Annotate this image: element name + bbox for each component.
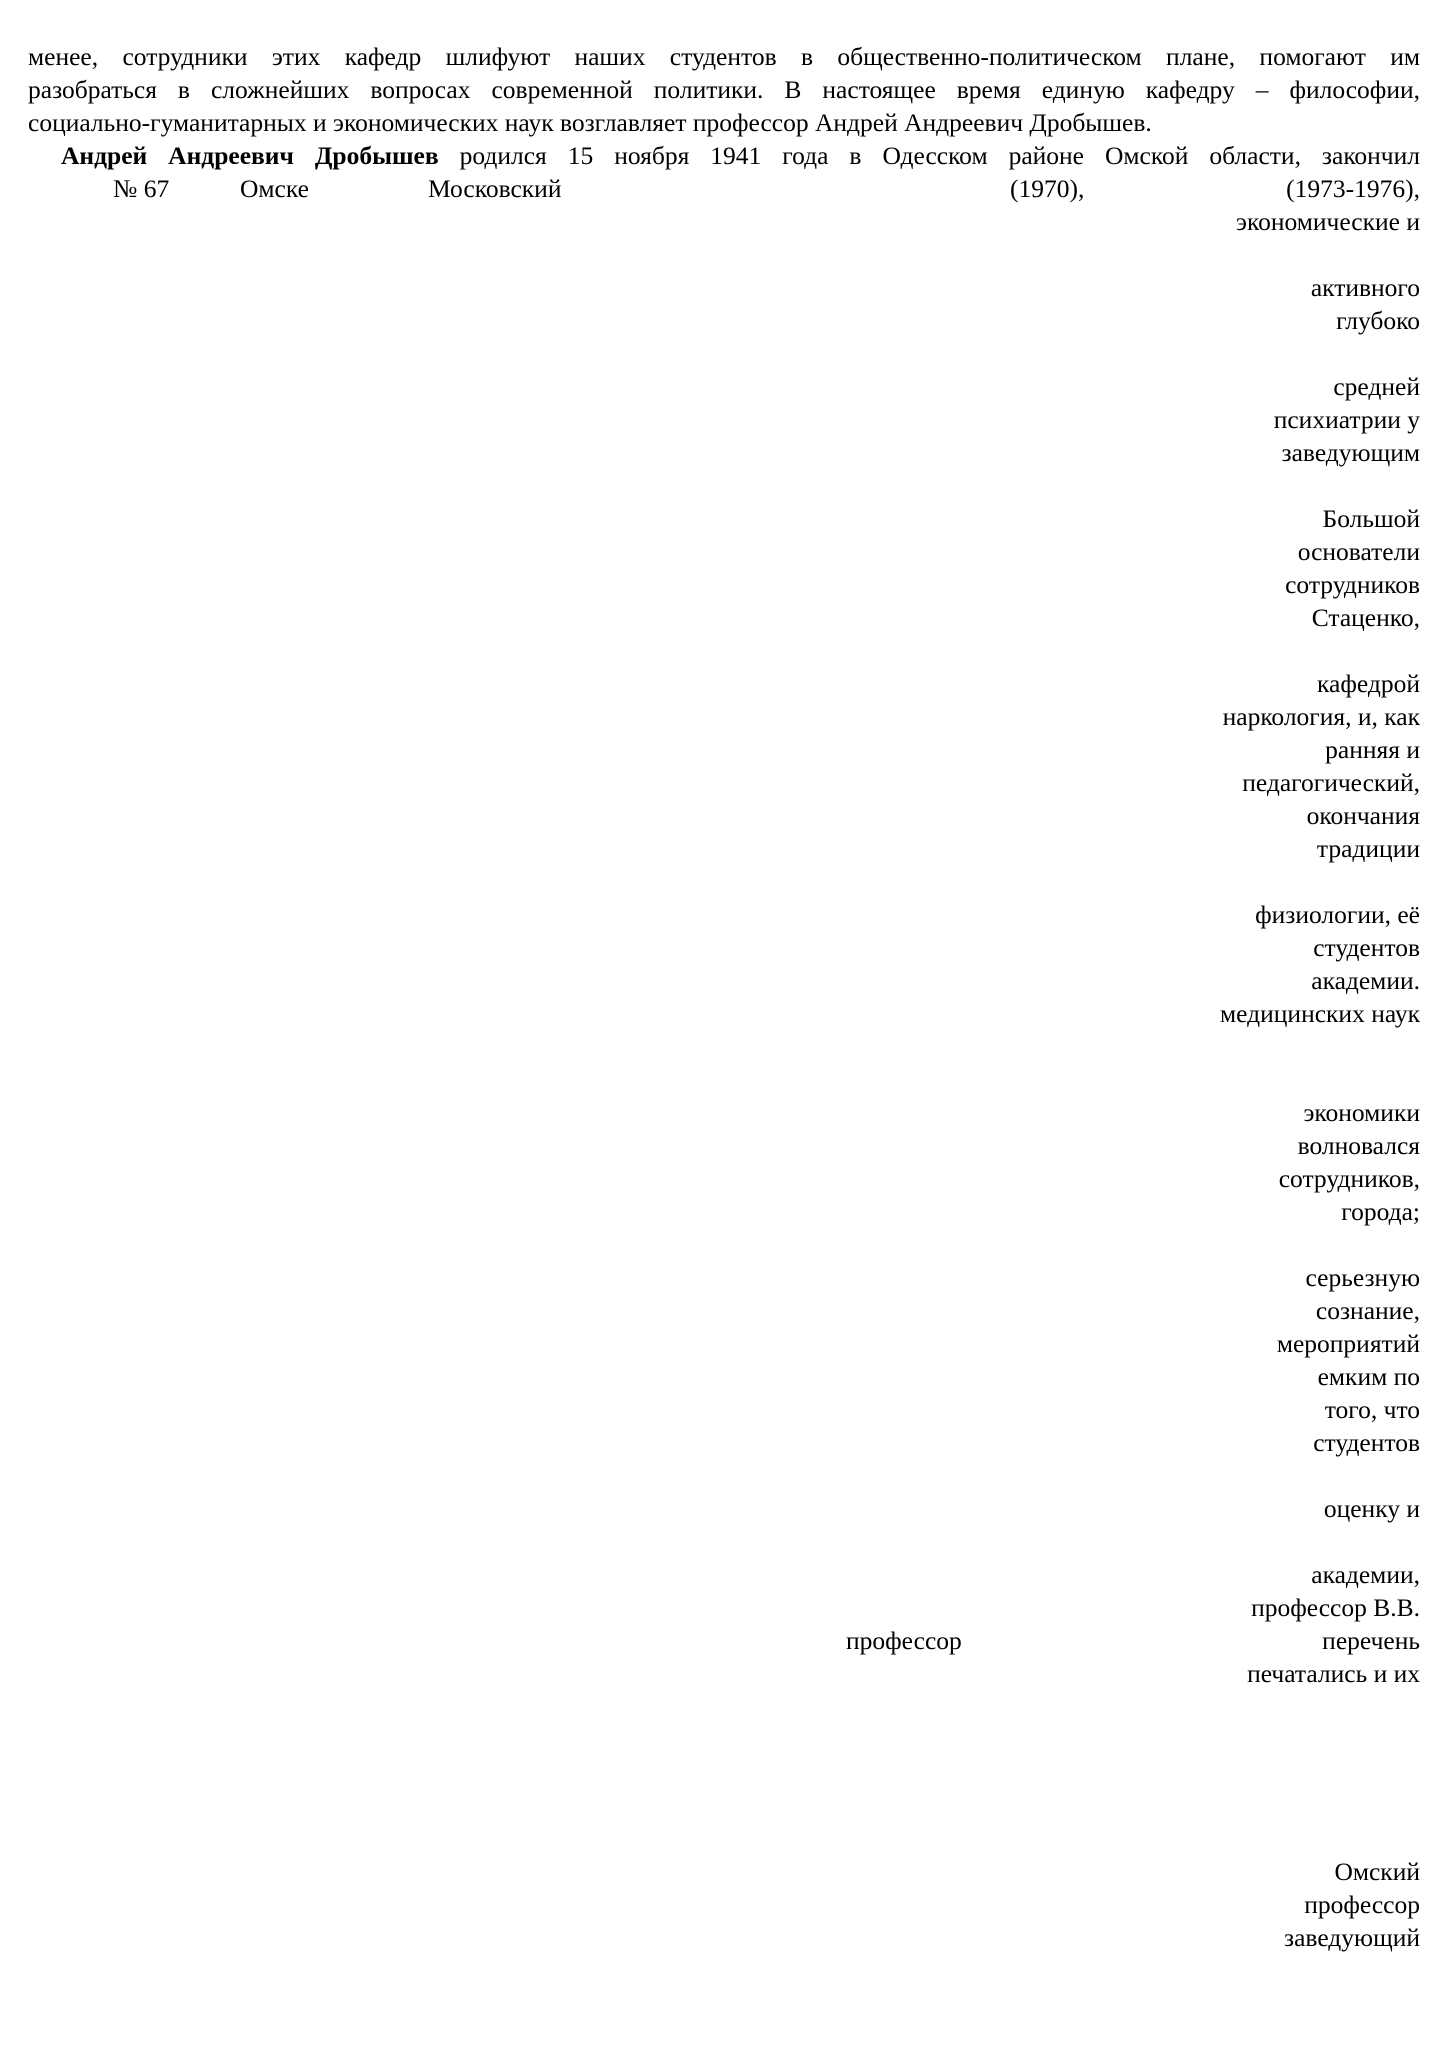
city-word: Омске [240,174,309,203]
right-fragment: академии. [1311,966,1420,995]
right-fragment: студентов [1313,1428,1420,1457]
right-fragment: активного [1310,273,1420,302]
mid-fragment: профессор [846,1626,962,1655]
right-fragment: емким по [1317,1362,1420,1391]
right-fragment: Омский [1334,1857,1420,1886]
paragraph-1-line-2: разобраться в сложнейших вопросах современной политики. В настоящее время единую кафедру – философии, [28,75,1420,104]
right-fragment: экономические и [1236,207,1420,236]
right-fragment: основатели [1297,537,1420,566]
right-fragment: серьезную [1305,1263,1420,1292]
right-fragment: сотрудников [1285,570,1420,599]
right-fragment: профессор В.В. [1251,1593,1420,1622]
right-fragment: академии, [1311,1560,1420,1589]
paragraph-1-line-1: менее, сотрудники этих кафедр шлифуют наших студентов в общественно-политическом плане, помогают им [28,42,1420,71]
right-fragment: волновался [1297,1131,1420,1160]
years-1973-1976: (1973-1976), [1286,174,1420,203]
right-fragment: печатались и их [1247,1659,1420,1688]
right-fragment: мероприятий [1276,1329,1420,1358]
paragraph-2-line-1 [28,139,1420,172]
right-fragment: студентов [1313,933,1420,962]
right-fragment: ранняя и [1325,735,1420,764]
person-name: Андрей Андреевич Дробышев [61,141,439,170]
right-fragment: сотрудников, [1278,1164,1420,1193]
right-fragment: кафедрой [1317,669,1420,698]
right-fragment: традиции [1316,834,1420,863]
right-fragment: средней [1333,372,1420,401]
right-fragment: заведующий [1284,1923,1420,1952]
right-fragment: оценку и [1323,1494,1420,1523]
right-fragment: физиологии, её [1255,900,1420,929]
right-fragment: педагогический, [1242,768,1420,797]
right-fragment: экономики [1303,1098,1420,1127]
right-fragment: сознание, [1315,1296,1420,1325]
right-fragment: медицинских наук [1220,999,1420,1028]
right-fragment: перечень [1322,1626,1420,1655]
right-fragment: наркология, и, как [1222,702,1420,731]
year-1970: (1970), [1010,174,1085,203]
right-fragment: психиатрии у [1273,405,1420,434]
right-fragment: Стаценко, [1311,603,1420,632]
right-fragment: профессор [1304,1890,1420,1919]
right-fragment: окончания [1306,801,1420,830]
moscow-word: Московский [428,174,562,203]
school-number: № 67 [113,174,170,203]
right-fragment: глубоко [1336,306,1420,335]
right-fragment: заведующим [1281,438,1420,467]
right-fragment: того, что [1324,1395,1420,1424]
paragraph-1-line-3: социально-гуманитарных и экономических наук возглавляет профессор Андрей Андреевич Дробышев. [28,108,1152,137]
right-fragment: Большой [1322,504,1420,533]
paragraph-2-line-1-text: родился 15 ноября 1941 года в Одесском районе Омской области, закончил [438,141,1421,170]
right-fragment: города; [1341,1197,1420,1226]
